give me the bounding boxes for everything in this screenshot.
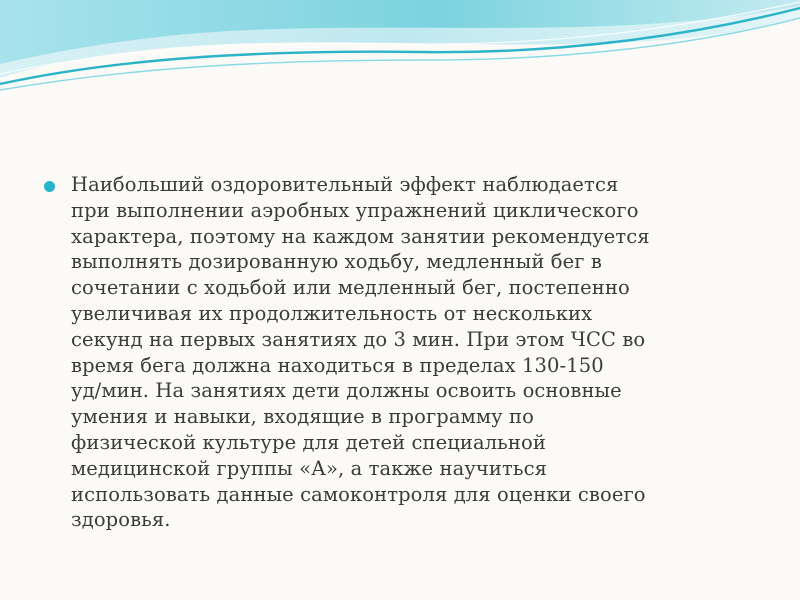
paragraph-line: сочетании с ходьбой или медленный бег, постепенно [71, 276, 630, 300]
paragraph-line: использовать данные самоконтроля для оценки своего [71, 482, 646, 506]
bullet-dot-icon [44, 181, 55, 192]
bullet-paragraph [44, 172, 744, 533]
paragraph-line: время бега должна находиться в пределах 130-150 [71, 353, 604, 377]
paragraph-line: медицинской группы «А», а также научиться [71, 456, 548, 480]
paragraph-line: характера, поэтому на каждом занятии рекомендуется [71, 224, 650, 248]
paragraph-line: уд/мин. На занятиях дети должны освоить основные [71, 379, 622, 403]
paragraph-line: увеличивая их продолжительность от нескольких [71, 301, 593, 325]
paragraph-line: выполнять дозированную ходьбу, медленный бег в [71, 250, 602, 274]
paragraph-line: Наибольший оздоровительный эффект наблюдается [71, 173, 619, 196]
paragraph-line: физической культуре для детей специальной [71, 430, 546, 454]
paragraph-line: при выполнении аэробных упражнений циклического [71, 198, 639, 222]
paragraph-text [71, 172, 650, 533]
content-area [44, 172, 744, 533]
header-wave-decoration [0, 0, 800, 110]
paragraph-line: здоровья. [71, 508, 171, 532]
paragraph-line: секунд на первых занятиях до 3 мин. При этом ЧСС во [71, 327, 646, 351]
paragraph-line: умения и навыки, входящие в программу по [71, 405, 534, 429]
